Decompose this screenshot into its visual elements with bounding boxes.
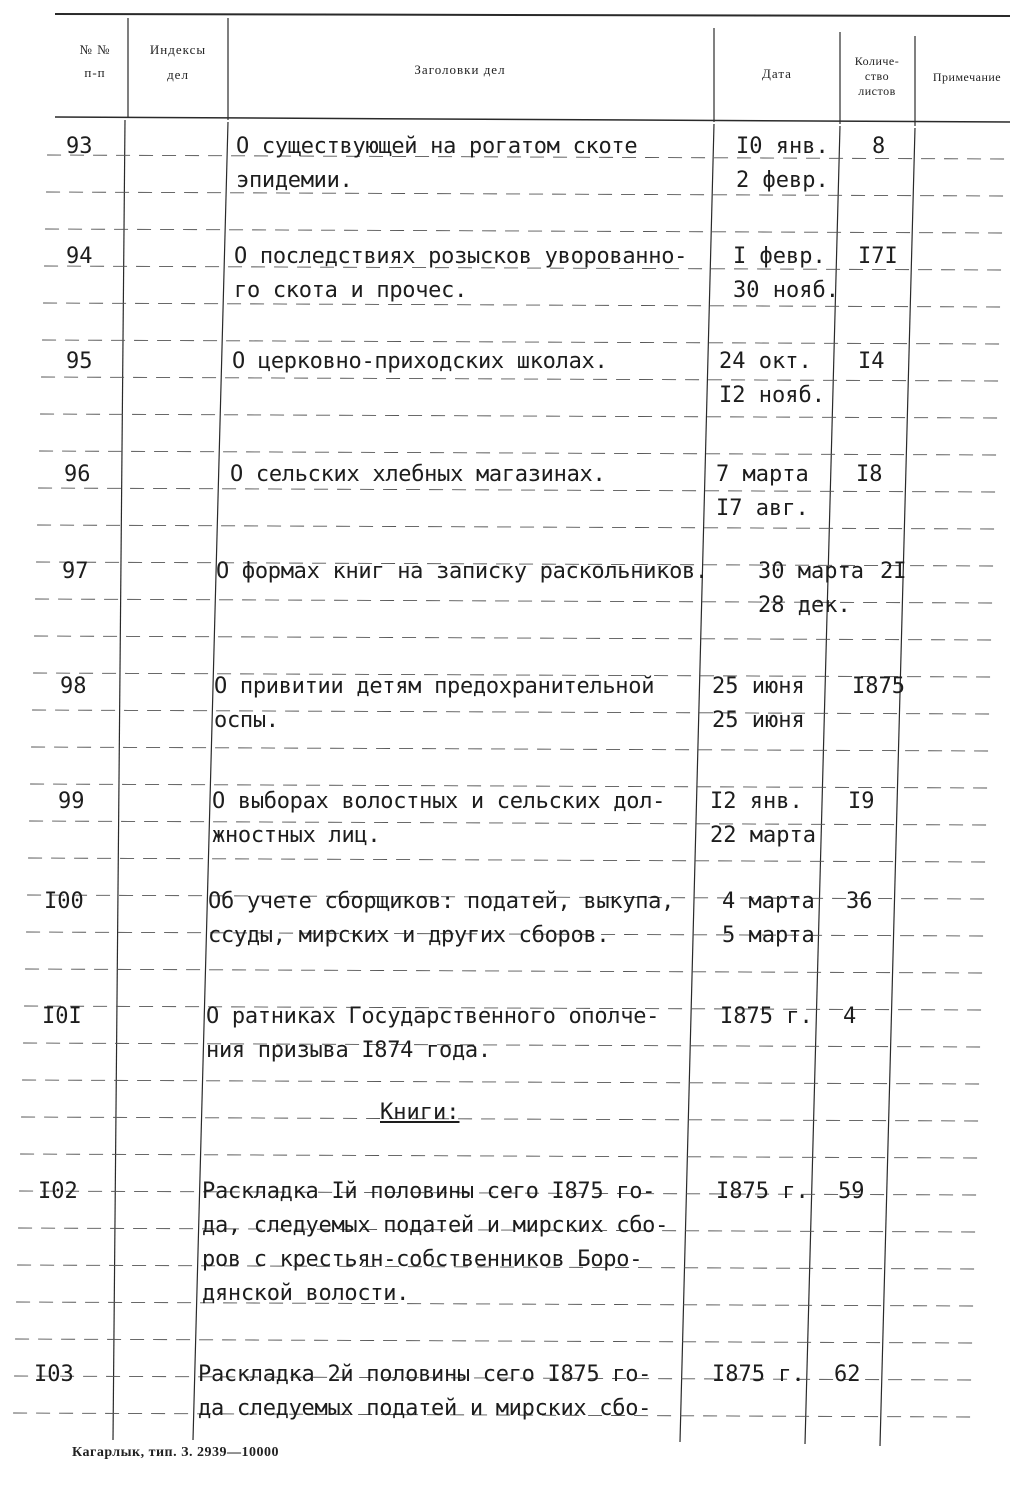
row-title-line: О формах книг на записку раскольников. (216, 559, 708, 584)
row-dates (722, 885, 815, 953)
ruled-line (25, 969, 982, 973)
row-sheet-count: 2I (880, 559, 907, 584)
ruled-line (22, 1080, 979, 1084)
header-sheets: Количе- ство листов (854, 54, 900, 98)
ruled-line (40, 414, 997, 418)
row-title (230, 458, 605, 492)
row-title-line: да следуемых податей и мирских сбо- (198, 1396, 652, 1421)
row-dates (712, 1358, 805, 1392)
row-number: 94 (66, 244, 93, 269)
row-date: 5 марта (722, 923, 815, 948)
row-sheet-count: 8 (872, 134, 886, 159)
ruled-line (31, 747, 988, 751)
row-date: I2 янв. (710, 789, 803, 814)
row-title (206, 1000, 659, 1068)
ruled-line (39, 451, 996, 455)
row-dates (733, 240, 839, 308)
row-title (208, 885, 674, 953)
row-dates (719, 345, 825, 413)
row-dates (712, 670, 805, 738)
row-date: I0 янв. (736, 134, 829, 159)
row-sheet-count: 59 (838, 1179, 865, 1204)
row-title (198, 1358, 651, 1426)
row-date: I875 г. (716, 1179, 809, 1204)
ruled-line (20, 1154, 977, 1158)
row-number: 98 (60, 674, 87, 699)
row-title (234, 240, 687, 308)
row-title (214, 670, 654, 738)
row-date: 30 марта (758, 559, 864, 584)
ruled-line (45, 229, 1002, 233)
printer-footer: Кагарлык, тип. З. 2939—10000 (72, 1445, 280, 1460)
row-title (236, 130, 637, 198)
header-index: Индексы дел (149, 42, 207, 82)
row-date: 7 марта (716, 462, 809, 487)
row-sheet-count: 4 (843, 1004, 857, 1029)
row-dates (720, 1000, 813, 1034)
row-title (232, 345, 607, 379)
row-date: I февр. (733, 244, 826, 269)
row-sheet-count: I875 (852, 674, 905, 699)
header-titles: Заголовки дел (414, 62, 506, 77)
row-dates (736, 130, 829, 198)
ruled-line (42, 340, 999, 344)
row-title-line: да, следуемых податей и мирских сбо- (202, 1213, 669, 1238)
header-date: Дата (762, 66, 792, 81)
row-date: 25 июня (712, 674, 805, 699)
ruled-line (34, 636, 991, 640)
ruled-line (37, 525, 994, 529)
row-number: 93 (66, 134, 93, 159)
row-title (202, 1175, 668, 1311)
ruled-line (21, 1117, 978, 1121)
ruled-line (28, 858, 985, 862)
section-heading-books: Книги: (380, 1100, 460, 1125)
row-title-line: Раскладка 2й половины сего I875 го- (198, 1362, 652, 1387)
row-date: 4 марта (722, 889, 815, 914)
row-sheet-count: 62 (834, 1362, 861, 1387)
row-sheet-count: I8 (856, 462, 883, 487)
row-number: I0I (42, 1004, 82, 1029)
row-dates (716, 1175, 809, 1209)
row-date: 2 февр. (736, 168, 829, 193)
row-title-line: жностных лиц. (212, 823, 381, 848)
row-date: I875 г. (720, 1004, 813, 1029)
row-number: 96 (64, 462, 91, 487)
row-title-line: О сельских хлебных магазинах. (230, 462, 606, 487)
row-title-line: О ратниках Государственного ополче- (206, 1004, 660, 1029)
row-title-line: О существующей на рогатом скоте (236, 134, 638, 159)
row-date: 25 июня (712, 708, 805, 733)
row-date: I2 нояб. (719, 383, 825, 408)
row-title-line: ров с крестьян-собственников Боро- (202, 1247, 643, 1272)
row-sheet-count: I7I (858, 244, 898, 269)
row-title (216, 555, 708, 589)
row-title-line: дянской волости. (202, 1281, 410, 1306)
row-date: 28 дек. (758, 593, 851, 618)
row-title (212, 785, 665, 853)
row-dates (758, 555, 864, 623)
row-date: 30 нояб. (733, 278, 839, 303)
row-title-line: О выборах волостных и сельских дол- (212, 789, 666, 814)
row-date: 24 окт. (719, 349, 812, 374)
row-title-line: ссуды, мирских и других сборов. (208, 923, 610, 948)
row-title-line: Раскладка Iй половины сего I875 го- (202, 1179, 656, 1204)
row-number: 97 (62, 559, 89, 584)
row-date: I875 г. (712, 1362, 805, 1387)
row-title-line: Об учете сборщиков: податей, выкупа, (208, 889, 675, 914)
row-sheet-count: I9 (848, 789, 875, 814)
row-date: 22 марта (710, 823, 816, 848)
row-date: I7 авг. (716, 496, 809, 521)
row-dates (716, 458, 809, 526)
row-title-line: эпидемии. (236, 168, 353, 193)
row-number: I00 (44, 889, 84, 914)
row-title-line: О привитии детям предохранительной (214, 674, 655, 699)
row-sheet-count: 36 (846, 889, 873, 914)
row-number: I02 (38, 1179, 78, 1204)
row-sheet-count: I4 (858, 349, 885, 374)
row-dates (710, 785, 816, 853)
row-number: 99 (58, 789, 85, 814)
row-title-line: О церковно-приходских школах. (232, 349, 608, 374)
ruled-line (15, 1339, 972, 1343)
header-note: Примечание (932, 70, 1002, 84)
row-title-line: О последствиях розысков уворованно- (234, 244, 688, 269)
row-number: I03 (34, 1362, 74, 1387)
row-title-line: го скота и прочес. (234, 278, 468, 303)
row-title-line: ния призыва I874 года. (206, 1038, 491, 1063)
header-num: № № п-п (79, 42, 111, 80)
row-title-line: оспы. (214, 708, 279, 733)
row-number: 95 (66, 349, 93, 374)
